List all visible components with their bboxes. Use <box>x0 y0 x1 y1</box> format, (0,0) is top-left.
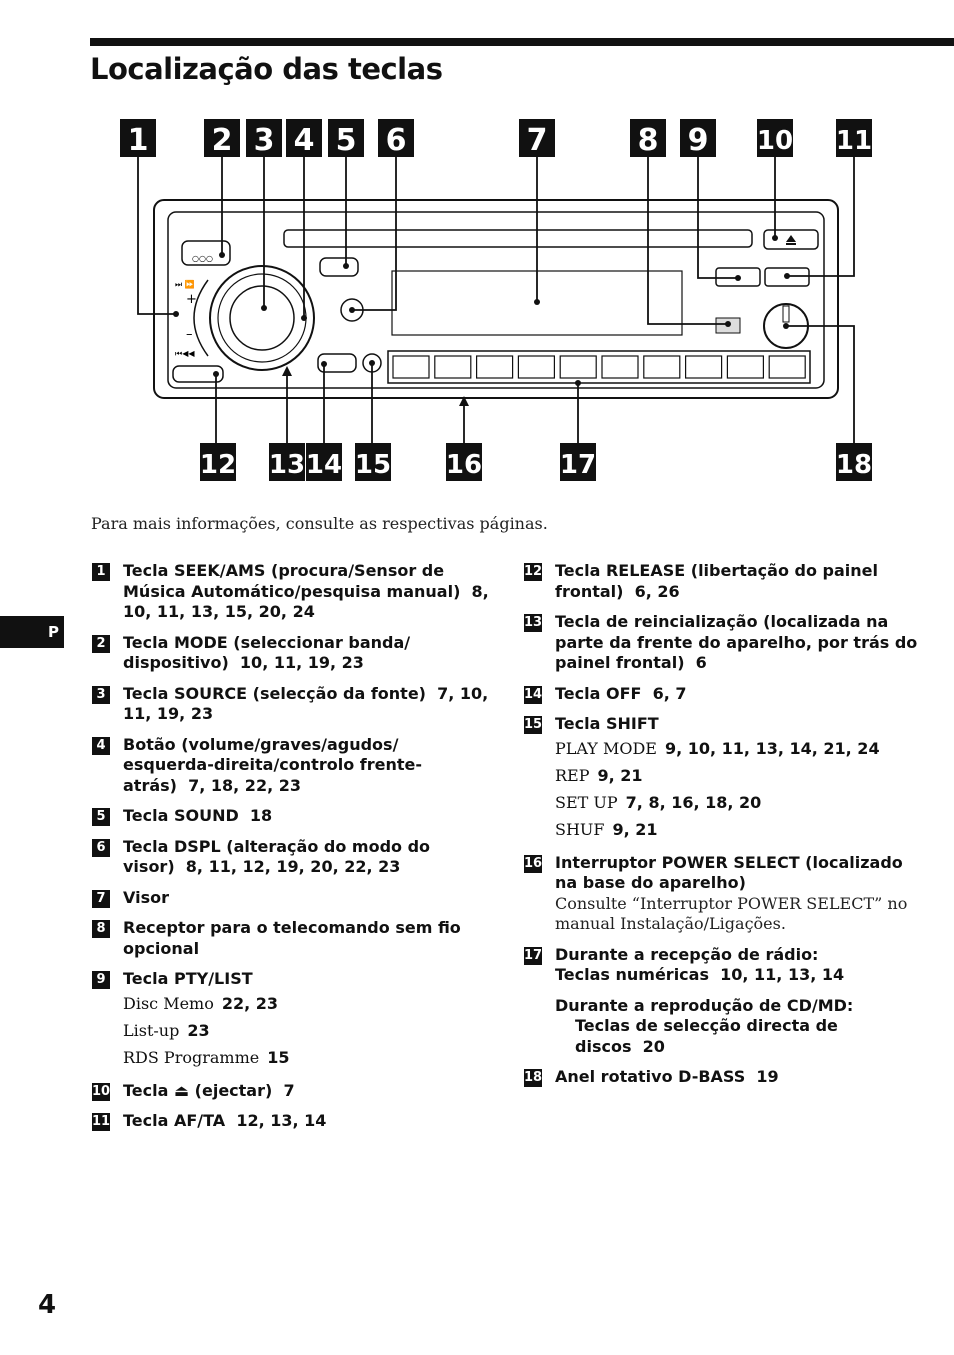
item-label <box>123 735 492 797</box>
item-label <box>123 806 492 827</box>
sub-entry-label: REP <box>555 765 590 785</box>
item-number-badge: 14 <box>524 686 543 702</box>
sub-entry-label: List-up <box>123 1020 180 1040</box>
svg-text:+: + <box>186 292 197 307</box>
sub-entry-label: PLAY MODE <box>555 738 657 758</box>
item-number-badge: 12 <box>524 564 543 579</box>
svg-text:8: 8 <box>637 123 659 158</box>
item-number-badge: 15 <box>524 717 543 732</box>
key-item <box>92 1111 492 1132</box>
key-item <box>524 714 924 843</box>
number-key-drawing <box>393 356 429 378</box>
key-item <box>92 918 492 959</box>
item-label-text: Visor <box>123 887 169 907</box>
key-item <box>524 684 924 705</box>
callout-4 <box>286 119 322 158</box>
item-label <box>123 1111 492 1132</box>
item-label <box>123 918 492 959</box>
svg-text:1: 1 <box>127 123 149 158</box>
sub-entry-label: SET UP <box>555 792 618 812</box>
number-key-drawing <box>477 356 513 378</box>
item-label <box>123 561 492 623</box>
svg-text:9: 9 <box>687 123 709 158</box>
item-label-text: Tecla PTY/LIST <box>123 969 253 988</box>
item-label <box>555 945 924 966</box>
item-number-badge: 1 <box>92 563 110 581</box>
item-subline-pages: 10, 11, 13, 14 <box>720 965 845 984</box>
number-key-drawing <box>644 356 680 378</box>
item-pages: 12, 13, 14 <box>236 1111 327 1130</box>
page-number: 4 <box>38 1290 57 1320</box>
key-item <box>92 684 492 725</box>
svg-text:5: 5 <box>335 123 357 158</box>
callout-17 <box>560 443 596 481</box>
item-label-text: Tecla DSPL (alteração do modo do visor) <box>123 836 431 876</box>
item-number-badge: 4 <box>92 737 110 755</box>
item-label-text: Tecla de reincialização (localizada na parte da frente do aparelho, por trás do painel frontal) <box>555 612 918 672</box>
svg-text:11: 11 <box>835 126 873 156</box>
item-pages: 8, 11, 12, 19, 20, 22, 23 <box>185 857 401 876</box>
item-subline <box>555 1016 924 1057</box>
callout-14 <box>306 443 342 481</box>
item-pages: 19 <box>756 1067 779 1086</box>
item-label <box>123 969 492 990</box>
item-label <box>555 561 924 602</box>
callout-9 <box>680 119 716 158</box>
sub-entry-pages: 9, 21 <box>612 819 658 839</box>
key-item <box>92 1081 492 1102</box>
item-pages: 18 <box>249 806 273 825</box>
sub-entry-label: RDS Programme <box>123 1047 260 1067</box>
item-pages: 7, 10, 11, 19, 23 <box>123 683 489 723</box>
item-label-text: Tecla OFF <box>555 683 642 703</box>
sub-entry-pages: 22, 23 <box>221 993 279 1013</box>
callout-16 <box>446 443 482 481</box>
item-subline-pages: 20 <box>642 1036 665 1056</box>
svg-text:⏭ ⏩: ⏭ ⏩ <box>175 280 195 289</box>
item-label <box>555 612 924 674</box>
svg-text:10: 10 <box>756 126 794 156</box>
item-label <box>123 633 492 674</box>
page-title: Localização das teclas <box>90 52 443 86</box>
item-number-badge: 18 <box>524 1070 543 1085</box>
key-item <box>92 837 492 878</box>
key-item <box>92 633 492 674</box>
item-label-text: Tecla SHIFT <box>555 714 659 733</box>
sub-entry-label: Disc Memo <box>123 993 214 1013</box>
sub-entry <box>555 762 924 789</box>
item-number-badge: 6 <box>92 839 110 857</box>
item-label-text: Tecla ⏏ (ejectar) <box>123 1080 273 1100</box>
item-number-badge: 9 <box>92 971 110 989</box>
sub-entry <box>555 789 924 816</box>
svg-text:4: 4 <box>293 123 315 158</box>
svg-text:13: 13 <box>268 450 306 480</box>
intro-text: Para mais informações, consulte as respectivas páginas. <box>91 514 548 533</box>
item-number-badge: 7 <box>92 890 110 908</box>
number-key-drawing <box>727 356 763 378</box>
callout-12 <box>200 443 236 481</box>
number-key-drawing <box>518 356 554 378</box>
sub-entry <box>123 1044 492 1071</box>
item-subline-text: Teclas de selecção directa de discos <box>575 1016 838 1056</box>
item-label-text: Botão (volume/graves/agudos/ esquerda-direita/controlo frente-atrás) <box>123 734 422 795</box>
svg-text:2: 2 <box>211 123 233 158</box>
callout-2 <box>204 119 240 158</box>
item-label-text: Durante a recepção de rádio: <box>555 944 819 964</box>
item-label-text: Tecla MODE (seleccionar banda/ dispositivo) <box>123 632 411 672</box>
sub-entry-pages: 15 <box>267 1047 290 1067</box>
callout-6 <box>378 119 414 158</box>
item-number-badge: 16 <box>524 855 543 871</box>
svg-text:14: 14 <box>305 450 343 480</box>
item-pages: 6, 26 <box>634 581 680 601</box>
sub-entry-pages: 9, 21 <box>597 765 643 785</box>
item-number-badge: 17 <box>524 947 543 963</box>
svg-text:12: 12 <box>199 450 237 480</box>
item-label <box>555 714 924 735</box>
item-pages: 7, 18, 22, 23 <box>188 775 301 795</box>
language-tab: P <box>0 616 64 648</box>
item-number-badge: 13 <box>524 615 543 630</box>
item-label-text: Tecla SEEK/AMS (procura/Sensor de Música Automático/pesquisa manual) <box>123 561 461 601</box>
sub-entry-pages: 7, 8, 16, 18, 20 <box>625 792 762 812</box>
item-subline-text: Teclas numéricas <box>555 965 709 984</box>
car-stereo-diagram <box>0 0 954 500</box>
svg-text:–: – <box>186 327 193 342</box>
item-label-text: Tecla AF/TA <box>123 1111 226 1130</box>
key-item <box>524 612 924 674</box>
callout-8 <box>630 119 666 158</box>
callout-11 <box>836 119 872 157</box>
svg-text:3: 3 <box>253 123 275 158</box>
svg-text:15: 15 <box>354 450 392 480</box>
item-label-text: Tecla SOUND <box>123 806 239 825</box>
svg-text:17: 17 <box>559 450 597 480</box>
number-key-drawing <box>686 356 722 378</box>
callout-3 <box>246 119 282 158</box>
sub-entry <box>555 816 924 843</box>
callout-1 <box>120 119 156 158</box>
item-pages: 7 <box>283 1080 295 1100</box>
item-note: Consulte “Interruptor POWER SELECT” no manual Instalação/Ligações. <box>555 893 908 933</box>
sub-entry <box>123 990 492 1017</box>
key-item <box>92 735 492 797</box>
item-pages: 8, 10, 11, 13, 15, 20, 24 <box>123 581 489 621</box>
key-item <box>92 806 492 827</box>
item-pages: 6, 7 <box>652 683 687 703</box>
item-number-badge: 2 <box>92 635 110 653</box>
callout-10 <box>757 119 793 157</box>
key-item <box>92 561 492 623</box>
item-label-text: Tecla RELEASE (libertação do painel frontal) <box>555 561 878 601</box>
callout-13 <box>269 443 305 481</box>
sub-entry-pages: 9, 10, 11, 13, 14, 21, 24 <box>664 738 880 758</box>
svg-text:○○○: ○○○ <box>192 254 213 263</box>
callout-5 <box>328 119 364 158</box>
item-number-badge: 10 <box>92 1083 111 1099</box>
key-item <box>524 1067 924 1088</box>
key-item <box>92 969 492 1071</box>
item-subline <box>555 965 924 986</box>
item-label-text: Receptor para o telecomando sem fio opcional <box>123 918 461 958</box>
svg-text:16: 16 <box>445 450 483 480</box>
item-number-badge: 8 <box>92 920 110 938</box>
item-label <box>123 837 492 878</box>
svg-text:⏮◀◀: ⏮◀◀ <box>175 349 195 358</box>
item-label <box>123 1081 492 1102</box>
item-label-text: Anel rotativo D-BASS <box>555 1067 746 1086</box>
svg-text:18: 18 <box>835 450 873 480</box>
number-key-drawing <box>602 356 638 378</box>
item-number-badge: 3 <box>92 686 110 704</box>
item-label-b: Durante a reprodução de CD/MD: <box>555 995 854 1015</box>
item-pages: 6 <box>695 653 707 672</box>
key-item <box>92 888 492 909</box>
key-item <box>524 561 924 602</box>
callout-15 <box>355 443 391 481</box>
sub-entry-pages: 23 <box>187 1020 210 1040</box>
item-label <box>555 853 924 894</box>
item-label-text: Interruptor POWER SELECT (localizado na base do aparelho) <box>555 852 903 892</box>
svg-text:7: 7 <box>526 123 548 158</box>
key-list-left <box>92 561 492 1142</box>
callout-18 <box>836 443 872 481</box>
number-key-drawing <box>769 356 805 378</box>
number-key-drawing <box>560 356 596 378</box>
callout-7 <box>519 119 555 158</box>
key-item <box>524 853 924 935</box>
svg-text:6: 6 <box>385 123 407 158</box>
sub-entry <box>555 735 924 762</box>
item-pages: 10, 11, 19, 23 <box>239 653 364 672</box>
key-item <box>524 945 924 1058</box>
item-number-badge: 11 <box>92 1114 111 1129</box>
key-list-right <box>524 561 924 1098</box>
item-number-badge: 5 <box>92 808 110 826</box>
item-label-text: Tecla SOURCE (selecção da fonte) <box>123 683 426 703</box>
item-label <box>123 684 492 725</box>
item-label <box>555 684 924 705</box>
number-key-drawing <box>435 356 471 378</box>
sub-entry-label: SHUF <box>555 819 605 839</box>
item-label <box>123 888 492 909</box>
item-label <box>555 1067 924 1088</box>
sub-entry <box>123 1017 492 1044</box>
